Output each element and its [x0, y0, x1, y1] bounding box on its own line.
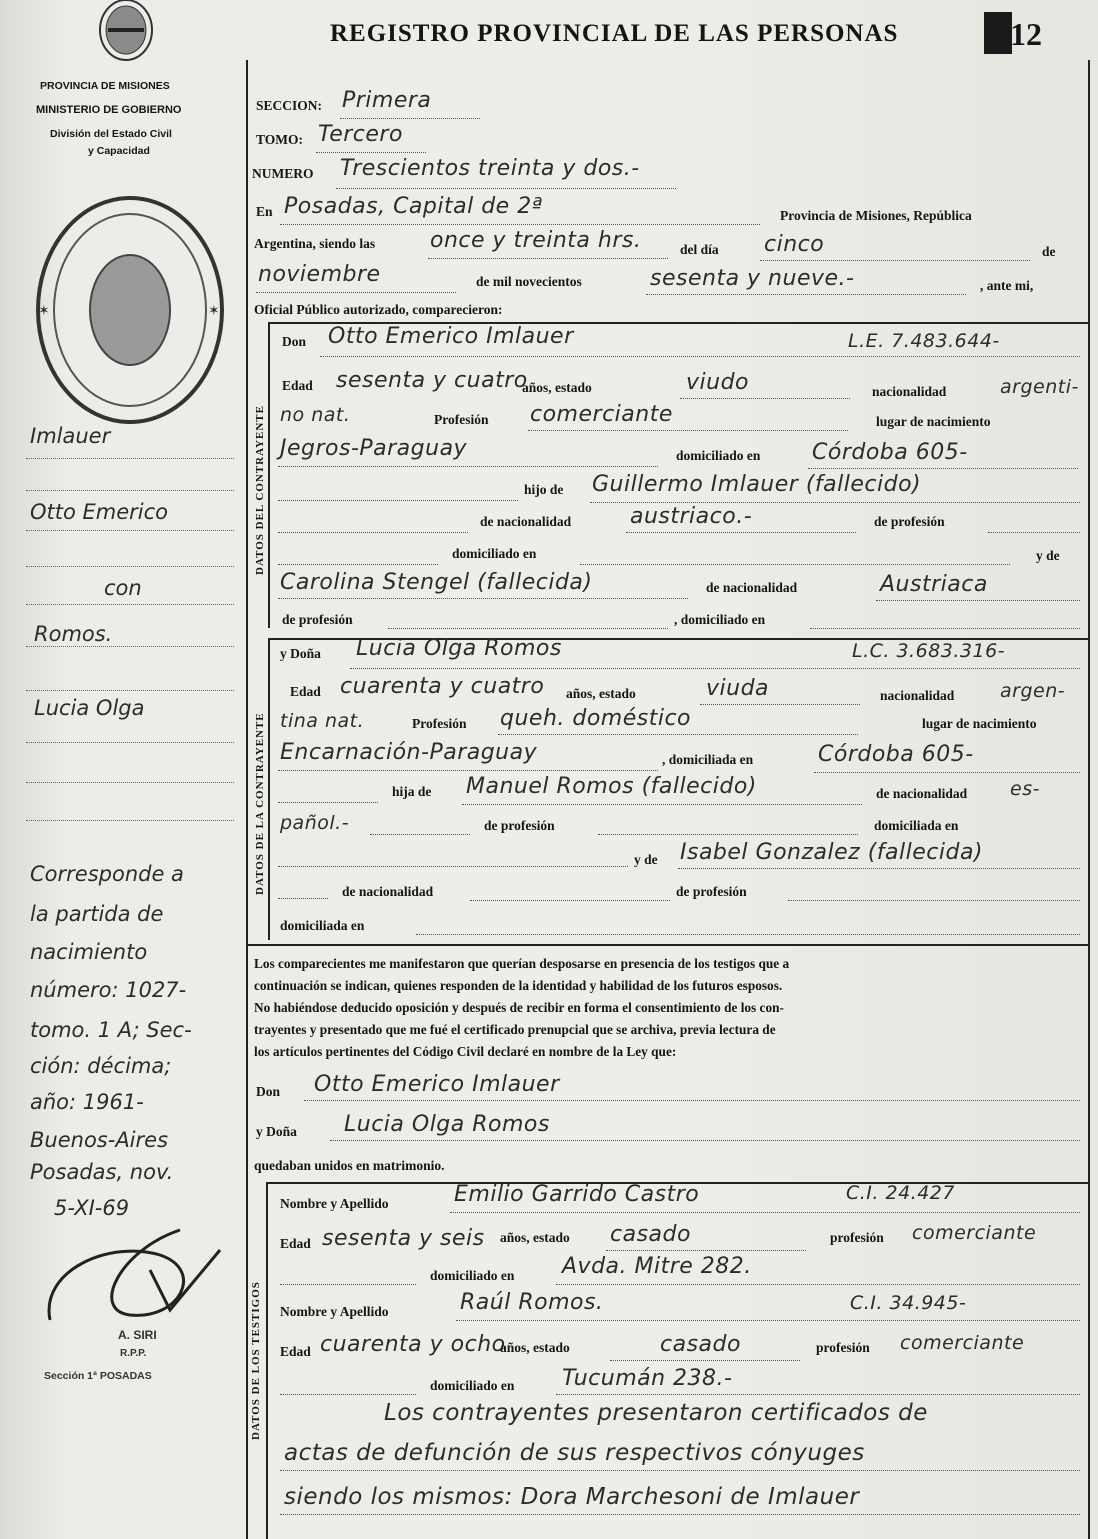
witnesses-side-label: DATOS DE LOS TESTIGOS — [250, 1281, 262, 1440]
groom-name: Otto Emerico Imlauer — [328, 324, 574, 349]
groom-padre-value: Guillermo Imlauer (fallecido) — [592, 472, 922, 497]
svg-text:✶: ✶ — [38, 304, 50, 319]
bride-domiciliada-en2: domiciliada en — [280, 918, 365, 933]
w2-anios-estado: años, estado — [500, 1340, 570, 1355]
groom-de-profesion: de profesión — [874, 514, 945, 529]
dia-value: cinco — [764, 232, 825, 257]
bride-doc: L.C. 3.683.316- — [852, 640, 1006, 662]
w1-domicilio-line — [556, 1284, 1080, 1285]
groom-domiciliado-en: domiciliado en — [452, 546, 537, 561]
bride-padre-nac2: pañol.- — [280, 812, 350, 834]
stamp-text-2: R.P.P. — [120, 1348, 147, 1359]
bride-padre-nac2-line — [370, 834, 470, 835]
bride-name: Lucia Olga Romos — [356, 636, 562, 661]
bride-profesion-label: Profesión — [412, 716, 467, 731]
groom-lugar-line — [278, 466, 658, 467]
svg-text:✶: ✶ — [208, 304, 220, 319]
bride-hija-label: hija de — [392, 784, 432, 799]
black-tab-mark — [984, 12, 1012, 54]
groom-nacionalidad-value2: no nat. — [280, 404, 351, 426]
w1-estado-line — [606, 1250, 806, 1251]
groom-madre-nac-label: de nacionalidad — [706, 580, 798, 595]
bride-domicilio-label: , domiciliada en — [662, 752, 754, 767]
tomo-line — [316, 152, 426, 153]
groom-domicilio-value: Córdoba 605- — [812, 440, 968, 465]
w1-domicilio-value: Avda. Mitre 282. — [562, 1254, 752, 1279]
groom-nacionalidad-value: argenti- — [1000, 376, 1079, 398]
witness-note-line-2 — [280, 1470, 1080, 1471]
margin-line — [26, 490, 234, 491]
bride-padre-prof-line — [598, 834, 858, 835]
margin-line — [26, 604, 234, 605]
bride-nacionalidad-value: argen- — [1000, 680, 1066, 702]
stamp-text-3: Sección 1ª POSADAS — [44, 1370, 152, 1382]
margin-note-8: Buenos-Aires — [30, 1128, 169, 1152]
groom-y-de: y de — [1036, 548, 1060, 563]
groom-padre-nac-line — [626, 532, 856, 533]
groom-hijo-label: hijo de — [524, 482, 564, 497]
tomo-value: Tercero — [318, 122, 403, 147]
margin-note-1: Corresponde a — [30, 862, 184, 886]
groom-anios-estado: años, estado — [522, 380, 592, 395]
argentina-text: Argentina, siendo las — [254, 236, 376, 251]
margin-line — [26, 530, 234, 531]
seccion-label: SECCION: — [256, 98, 323, 113]
w1-domicilio-label: domiciliado en — [430, 1268, 515, 1283]
province-label: PROVINCIA DE MISIONES — [40, 80, 170, 92]
bride-domicilio-line — [814, 772, 1080, 773]
groom-profesion-label: Profesión — [434, 412, 489, 427]
margin-line — [26, 646, 234, 647]
hora-value: once y treinta hrs. — [430, 228, 642, 253]
margin-line — [26, 782, 234, 783]
bride-edad-label: Edad — [290, 684, 321, 699]
main-border-line — [246, 60, 248, 1539]
margin-bride-name: Lucia Olga — [34, 696, 145, 720]
bride-padre-line — [462, 804, 862, 805]
coat-of-arms-icon — [96, 0, 156, 62]
w2-profesion-label: profesión — [816, 1340, 870, 1355]
lugar-acta-value: Posadas, Capital de 2ª — [284, 194, 543, 219]
bride-madre-prof-line — [788, 900, 1080, 901]
mes-line — [256, 292, 456, 293]
bride-domiciliada-en: domiciliada en — [874, 818, 959, 833]
bride-name-line — [350, 668, 1080, 669]
groom-blank-line — [278, 500, 518, 501]
margin-note-4: número: 1027- — [30, 978, 187, 1002]
groom-bracket — [268, 322, 270, 628]
w2-nombre-value: Raúl Romos. — [460, 1290, 604, 1315]
numero-value: Trescientos treinta y dos.- — [340, 156, 640, 181]
bride-estado-line — [700, 704, 860, 705]
ministry-label: MINISTERIO DE GOBIERNO — [36, 104, 182, 116]
groom-madre-value: Carolina Stengel (fallecida) — [280, 570, 593, 595]
w2-blank-line — [280, 1394, 416, 1395]
signature-icon — [30, 1210, 240, 1340]
margin-line — [26, 566, 234, 567]
groom-lugar-label: lugar de nacimiento — [876, 414, 991, 429]
page-number: 12 — [1010, 16, 1042, 52]
w1-blank-line — [280, 1284, 416, 1285]
w2-nombre-label: Nombre y Apellido — [280, 1304, 389, 1319]
margin-line — [26, 820, 234, 821]
groom-padre-prof-line — [988, 532, 1080, 533]
w2-estado-value: casado — [660, 1332, 741, 1357]
bride-nacionalidad-value2: tina nat. — [280, 710, 365, 732]
w1-anios-estado: años, estado — [500, 1230, 570, 1245]
w1-estado-value: casado — [610, 1222, 691, 1247]
seccion-line — [340, 118, 480, 119]
bride-padre-nac: es- — [1010, 778, 1040, 800]
ante-mi-text: , ante mi, — [980, 278, 1034, 293]
division-label: División del Estado Civil — [50, 128, 172, 140]
bride-lugar-label: lugar de nacimiento — [922, 716, 1037, 731]
groom-madre-nac-line — [876, 600, 1080, 601]
statement-line-4: trayentes y presentado que me fué el certificado prenupcial que se archiva, previa lectura de — [254, 1022, 776, 1037]
numero-label: NUMERO — [252, 166, 314, 181]
statement-line-5: los artículos pertinentes del Código Civil declaré en nombre de la Ley que: — [254, 1044, 677, 1059]
groom-madre-prof-line — [388, 628, 668, 629]
groom-estado-line — [680, 398, 850, 399]
bride-anios-estado: años, estado — [566, 686, 636, 701]
bride-side-label: DATOS DE LA CONTRAYENTE — [254, 712, 266, 895]
page-title: REGISTRO PROVINCIAL DE LAS PERSONAS — [330, 20, 899, 47]
margin-line — [26, 458, 234, 459]
witness-note-1: Los contrayentes presentaron certificados de — [384, 1400, 928, 1426]
groom-blank-line2 — [278, 532, 468, 533]
w1-nombre-line — [450, 1212, 1080, 1213]
groom-don-label: Don — [282, 334, 307, 349]
statement-top-line — [248, 944, 1088, 946]
groom-nacionalidad-label: nacionalidad — [872, 384, 947, 399]
capacity-label: y Capacidad — [88, 145, 150, 157]
groom-blank-line3 — [278, 564, 438, 565]
stamp-text-1: A. SIRI — [118, 1328, 157, 1342]
bride-de-nacionalidad2: de nacionalidad — [342, 884, 434, 899]
anio-line — [646, 294, 966, 295]
dia-line — [760, 260, 1030, 261]
final-don-value: Otto Emerico Imlauer — [314, 1072, 560, 1097]
groom-profesion-value: comerciante — [530, 402, 673, 427]
margin-note-7: año: 1961- — [30, 1090, 144, 1114]
groom-name-line — [320, 356, 1080, 357]
anio-value: sesenta y nueve.- — [650, 266, 855, 291]
groom-de-profesion2: de profesión — [282, 612, 353, 627]
groom-domicilio-line — [808, 468, 1078, 469]
margin-note-5: tomo. 1 A; Sec- — [30, 1018, 192, 1042]
w2-domicilio-label: domiciliado en — [430, 1378, 515, 1393]
w2-estado-line — [610, 1360, 800, 1361]
bride-padre-value: Manuel Romos (fallecido) — [466, 774, 757, 799]
final-don-label: Don — [256, 1084, 281, 1099]
margin-note-10: 5-XI-69 — [54, 1196, 130, 1220]
witnesses-bracket — [266, 1184, 268, 1539]
margin-groom-name: Otto Emerico — [30, 500, 169, 524]
groom-estado-value: viudo — [686, 370, 749, 395]
margin-line — [26, 690, 234, 691]
bride-lugar-line — [278, 770, 658, 771]
official-seal-icon — [30, 190, 230, 430]
de-text: de — [1042, 244, 1056, 259]
bride-profesion-value: queh. doméstico — [500, 706, 692, 731]
w1-nombre-label: Nombre y Apellido — [280, 1196, 389, 1211]
w1-edad-label: Edad — [280, 1236, 311, 1251]
bride-edad-value: cuarenta y cuatro — [340, 674, 545, 699]
bride-madre-dom-line — [416, 934, 1080, 935]
w1-edad-value: sesenta y seis — [322, 1226, 485, 1251]
en-label: En — [256, 204, 273, 219]
groom-madre-line — [278, 598, 688, 599]
bride-padre-dom-line — [278, 866, 628, 867]
del-dia-text: del día — [680, 242, 719, 257]
groom-edad-label: Edad — [282, 378, 313, 393]
bride-madre-line — [678, 868, 1080, 869]
groom-edad-value: sesenta y cuatro — [336, 368, 528, 393]
margin-note-6: ción: décima; — [30, 1054, 172, 1078]
w2-domicilio-value: Tucumán 238.- — [562, 1366, 733, 1391]
statement-line-2: continuación se indican, quienes responden de la identidad y habilidad de los futuros esposos. — [254, 978, 783, 993]
w2-domicilio-line — [556, 1394, 1080, 1395]
bride-madre-value: Isabel Gonzalez (fallecida) — [680, 840, 984, 865]
w2-edad-label: Edad — [280, 1344, 311, 1359]
margin-line — [26, 742, 234, 743]
w1-profesion-value: comerciante — [912, 1222, 1037, 1244]
statement-line-1: Los comparecientes me manifestaron que querían desposarse en presencia de los testigos que a — [254, 956, 790, 971]
groom-padre-nac: austriaco.- — [630, 504, 753, 529]
groom-domicilio-label: domiciliado en — [676, 448, 761, 463]
w1-profesion-label: profesión — [830, 1230, 884, 1245]
groom-doc: L.E. 7.483.644- — [848, 330, 1000, 352]
w1-doc: C.I. 24.427 — [846, 1182, 955, 1204]
final-dona-line — [330, 1140, 1080, 1141]
witness-note-2: actas de defunción de sus respectivos cónyuges — [284, 1440, 865, 1466]
statement-line-3: No habiéndose deducido oposición y después de recibir en forma el consentimiento de los con- — [254, 1000, 784, 1015]
bride-de-profesion2: de profesión — [676, 884, 747, 899]
final-dona-label: y Doña — [256, 1124, 297, 1139]
bride-madre-nac-line — [470, 900, 670, 901]
bride-blank-line — [278, 802, 378, 803]
w2-nombre-line — [456, 1320, 1080, 1321]
w1-nombre-value: Emilio Garrido Castro — [454, 1182, 700, 1207]
bride-bracket — [268, 640, 270, 940]
right-border-line — [1088, 60, 1090, 1539]
witness-note-line-3 — [280, 1514, 1080, 1515]
final-don-line — [304, 1100, 1080, 1101]
numero-line — [336, 188, 676, 189]
mes-value: noviembre — [258, 262, 381, 287]
bride-nacionalidad-label: nacionalidad — [880, 688, 955, 703]
groom-de-nacionalidad: de nacionalidad — [480, 514, 572, 529]
bride-estado-value: viuda — [706, 676, 770, 701]
bride-de-nacionalidad: de nacionalidad — [876, 786, 968, 801]
hora-line — [428, 258, 668, 259]
margin-note-9: Posadas, nov. — [30, 1160, 174, 1184]
bride-lugar-value: Encarnación-Paraguay — [280, 740, 538, 765]
bride-y-de: y de — [634, 852, 658, 867]
bride-dona-label: y Doña — [280, 646, 321, 661]
tomo-label: TOMO: — [256, 132, 303, 147]
groom-madre-dom-line — [810, 628, 1080, 629]
closing-text: quedaban unidos en matrimonio. — [254, 1158, 445, 1173]
groom-padre-dom-line — [580, 564, 1010, 565]
bride-domicilio-value: Córdoba 605- — [818, 742, 974, 767]
w2-doc: C.I. 34.945- — [850, 1292, 967, 1314]
groom-madre-nac: Austriaca — [880, 572, 988, 597]
groom-lugar-value: Jegros-Paraguay — [280, 436, 468, 461]
oficial-text: Oficial Público autorizado, comparecieron: — [254, 302, 503, 317]
lugar-acta-line — [280, 224, 760, 225]
bride-blank-line2 — [278, 898, 328, 899]
w2-profesion-value: comerciante — [900, 1332, 1025, 1354]
margin-note-3: nacimiento — [30, 940, 148, 964]
margin-surname: Imlauer — [30, 424, 111, 448]
mil-text: de mil novecientos — [476, 274, 582, 289]
groom-side-label: DATOS DEL CONTRAYENTE — [254, 405, 266, 575]
groom-profesion-line — [528, 430, 848, 431]
provincia-text: Provincia de Misiones, República — [780, 208, 972, 223]
margin-note-2: la partida de — [30, 902, 164, 926]
bride-de-profesion: de profesión — [484, 818, 555, 833]
groom-padre-line — [590, 502, 1080, 503]
seccion-value: Primera — [342, 88, 432, 113]
margin-con: con — [104, 576, 142, 600]
w2-edad-value: cuarenta y ocho — [320, 1332, 506, 1357]
final-dona-value: Lucia Olga Romos — [344, 1112, 550, 1137]
witness-note-3: siendo los mismos: Dora Marchesoni de Imlauer — [284, 1484, 860, 1510]
bride-profesion-line — [498, 734, 858, 735]
margin-bride-surname: Romos. — [34, 622, 113, 646]
groom-domiciliado-en2: , domiciliado en — [674, 612, 766, 627]
